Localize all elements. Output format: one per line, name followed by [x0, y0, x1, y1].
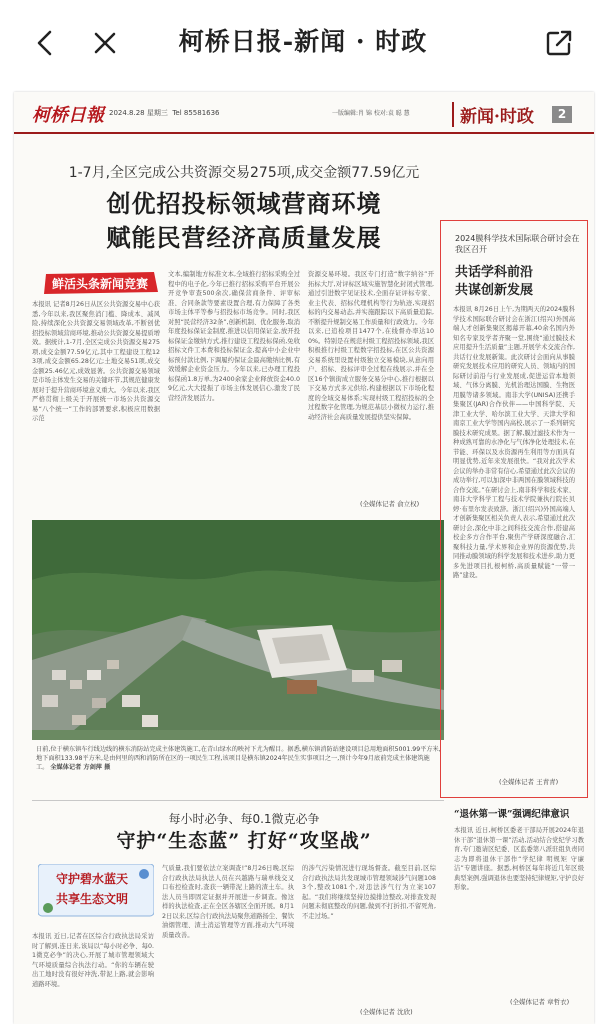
story3-headline: “退休第一课”强调纪律意识 — [454, 809, 570, 820]
story1-kicker: 1-7月,全区完成公共资源交易275项,成交金额77.59亿元 — [68, 165, 420, 181]
section-name: 新闻·时政 — [452, 102, 534, 127]
story2-byline: (全媒体记者 沈欣) — [360, 1008, 413, 1016]
badge-text: 鲜活头条新闻竞赛 — [51, 277, 149, 291]
sidebar-byline: (全媒体记者 王青青) — [499, 778, 559, 786]
story3-body: 本报讯 近日,柯桥区委老干部局开展2024年退休干部“退休第一课”活动,活动结合党纪学习教育,专门邀请区纪委、区监委第八派驻组负责同志为即将退休干部作“学纪律 明规矩 守廉洁”专题讲座。据悉,柯桥区每年将近几年区级典型案例,强调退休也要坚持纪律规矩,守护良好形象。 — [454, 827, 584, 891]
section-divider — [32, 800, 444, 801]
news-photo — [32, 520, 444, 740]
eco-badge-line1: 守护碧水蓝天 — [56, 872, 129, 886]
page-title: 柯桥日报-新闻 · 时政 — [178, 27, 428, 56]
newspaper-page — [14, 92, 594, 1024]
share-icon[interactable] — [544, 28, 574, 58]
close-icon[interactable] — [90, 28, 120, 58]
sidebar-kicker: 2024膜科学技术国际联合研讨会在我区召开 — [455, 234, 580, 254]
story2-headline: 守护“生态蓝” 打好“攻坚战” — [116, 830, 372, 852]
story1-byline: (全媒体记者 俞立权) — [360, 500, 420, 508]
story2-column-1: 本报讯 近日,记者在区综合行政执法局采访时了解到,连日来,该局以“每小时必争、每0.1微克必争”的决心,开展了城市管理领域大气环境质量综合执法行动。“你的车辆在驶出工地时没有很好冲洗,带泥上路,就会影响道路环境。 — [32, 933, 154, 988]
story1-column-2: 文本,编制地方标准文本,全域推行招标采购全过程中的电子化,今年已推行招标采购平台开展公开竞争审查500余次,确保营商条件、评审标准、合同条款等要素设置合理,有力保障了各类市场主体平等参与招投标市场竞争。同时,我区对照“民营经济32条”,创新机制、优化服务,取消年度投标保证金制度,推进以信用保证金,放开投标保证金缴纳方式,推行建设工程投标保函,免收招标文件工本费和投标保证金,提高中小企业中标预付款比例,下调履约保证金最高缴纳比例,有效缓解企业资金压力。今年以来,已办理工程投标保函1.8万单,为2400余家企业释放资金40.09亿元,大大提振了市场主体发展信心,激发了民营经济发展活力。 — [168, 271, 300, 402]
page-number-badge: 2 — [552, 106, 572, 123]
masthead — [14, 92, 594, 134]
newspaper-logo: 柯桥日報 — [32, 105, 104, 126]
story3-byline: (全媒体记者 章哲衣) — [510, 998, 570, 1006]
eco-badge — [38, 864, 154, 924]
news-contest-badge — [42, 270, 160, 296]
issue-date: 2024.8.28 星期三 Tel 85581636 — [109, 109, 220, 117]
story1-column-1: 本报讯 记者8月26日从区公共资源交易中心获悉,今年以来,我区聚焦消门槛、降成本、减风险,持续深化公共资源交易领域改革,不断创优招投标领域营商环境,推动公共资源交易提质增效。据统计,1-7月,全区完成公共资源交易275项,成交金额77.59亿元,其中工程建设工程123项,成交金额65.28亿元;土地交易51项,成交金额25.46亿元,成效显著。公共资源交易领域是市场主体发生交易的关键环节,其规范健康发展对于提升营商环境意义重大。今年以来,我区严格贯彻上级关于开展统一市场公共资源交易“八个统一”工作的部署要求,积极应用数据示范 — [32, 301, 160, 422]
sidebar-headline-line1: 共话学科前沿 — [455, 265, 534, 280]
highlighted-article[interactable] — [440, 220, 588, 798]
story1-column-3: 资源交易环境。我区专门打造“数字纳谷”开拓标大厅,对评标区域实施智慧化封闭式管理,通过引进数字见证技术,全面存证评标专家、业主代表、招标代理机构等行为轨迹,实现招标的内交易动态,并实施跟踪以下高质量追踪,不断提升规制交易工作质量和行政效力。今年以来,已追检项目1477个,在线督办率达100%。特别是在规范村级工程招投标领域,我区积极推行村级工程数字招投标,在区公共资源交易系统里设置村级独立交易模块,从意向用户、招标、投标评审全过程在线展示,并在全区16个镇街成立服务交易分中心,推行根据以下交易方式多元供给,构建根据以下市场化程度的全域交易体系;实现村级工程招投标的全过程数字化管理,为规范基层小微权力运行,推动经济社会高质量发展提供坚实保障。 — [308, 271, 434, 421]
story1-headline-line2: 赋能民营经济高质量发展 — [106, 223, 382, 252]
photo-caption: 日前,位于横东镇车行线边线的横东消防站完成主体建筑施工,在青山绿水的映衬下尤为醒目。据悉,横东镇消防站建设项目总用地面积5001.99平方米,地下面积133.98平方米,是由何里的西和消防所在区的一项民生工程,该项目是横东镇2024年民生实事项目之一,预计今年9月底前完成主体建筑施工。 全媒体记者 方剑萍 摄 — [36, 746, 441, 771]
aerial-town-photo — [32, 520, 444, 740]
story2-column-3: 的涉气污染情况进行现场督查。截至目前,区综合行政执法局共发现城市管理领域涉气问题1083个,整改1081个,对违法涉气行为立案107起。“我们将继续坚持边摸排边整改,对排查发现问题未彻底整改的问题,做到不打折扣,不留死角,不走过场。” — [302, 865, 436, 920]
story1-headline-line1: 创优招投标领域营商环境 — [106, 189, 382, 218]
photo-byline: 全媒体记者 方剑萍 摄 — [50, 764, 111, 771]
story2-kicker: 每小时必争、每0.1微克必争 — [168, 812, 320, 826]
story2-column-2: 气质量,我们要依法立案调查!”8月26日晚,区综合行政执法局执法人员在兴越路与瑞单线交叉口布控检查时,查获一辆带泥上路的渣土车。执法人员当即固定证据并开展进一步调查。像这样的执法检查,正在全区各辖区全面开展。8月12日以来,区综合行政执法局聚焦道路扬尘、餐饮油烟管理、渣土消运管理等方面,推动大气环境质量改善。 — [162, 865, 294, 939]
eco-badge-line2: 共享生态文明 — [56, 892, 129, 906]
app-header — [0, 0, 606, 84]
editor-credits: 一版编辑:肖 锦 校对:袁 聪 慧 — [332, 110, 410, 117]
back-arrow-icon[interactable] — [30, 28, 60, 58]
sidebar-headline-line2: 共谋创新发展 — [455, 283, 534, 298]
sidebar-body: 本报讯 8月26日上午,为期两天的2024膜科学技术国际联合研讨会在浙江(绍兴)外国高端人才创新集聚区揭幕开幕,40余名国内外知名专家及学者齐聚一堂,围绕“通过膜技术应用提升生活质量”主题,开展学术交流合作,共话行业发展新策。此次研讨会面向从事膜研究发展技术应用的研究人员、领域内的国际研讨前沿与行业发展成,促进运营本地领域、气体分离膜、光机治理达国膜、生物医用膜等诸多领域。南非大学(UNISA)还携手集聚区(JAR)合作伙伴——中国科学院、天津工业大学、哈尔滨工业大学、天津大学和南京工业大学等国内高校,展示了一系列研究膜技术研究成果。据了解,膜过滤技术作为一种成熟可靠的水净化与气体净化处理技术,在节能、环保以及水资源再生利用等方面具有明显优势,近年来发展很快。“我对此次学术会议的举办非常有信心,希望通过此次会议的成功举行,可以加深中非两国在膜领域科技的合作交流。”在研讨会上,南非科学和技术家、南非大学科学工程与技术学院兼执行院长贝婷·布里尔发表致辞。浙江(绍兴)外国高端人才创新集聚区相关负责人表示,希望通过此次研讨会,深化中非之间科技交流合作,搭建高校企多方合作平台,聚焦产学研深度融合,汇聚科技力量,学术界和企业界的资源优势,共同推动膜领域的科学发展和技术进步,助力更多先进项目扎根柯桥,高质量赋能“一带一路”建设。 — [453, 306, 575, 579]
